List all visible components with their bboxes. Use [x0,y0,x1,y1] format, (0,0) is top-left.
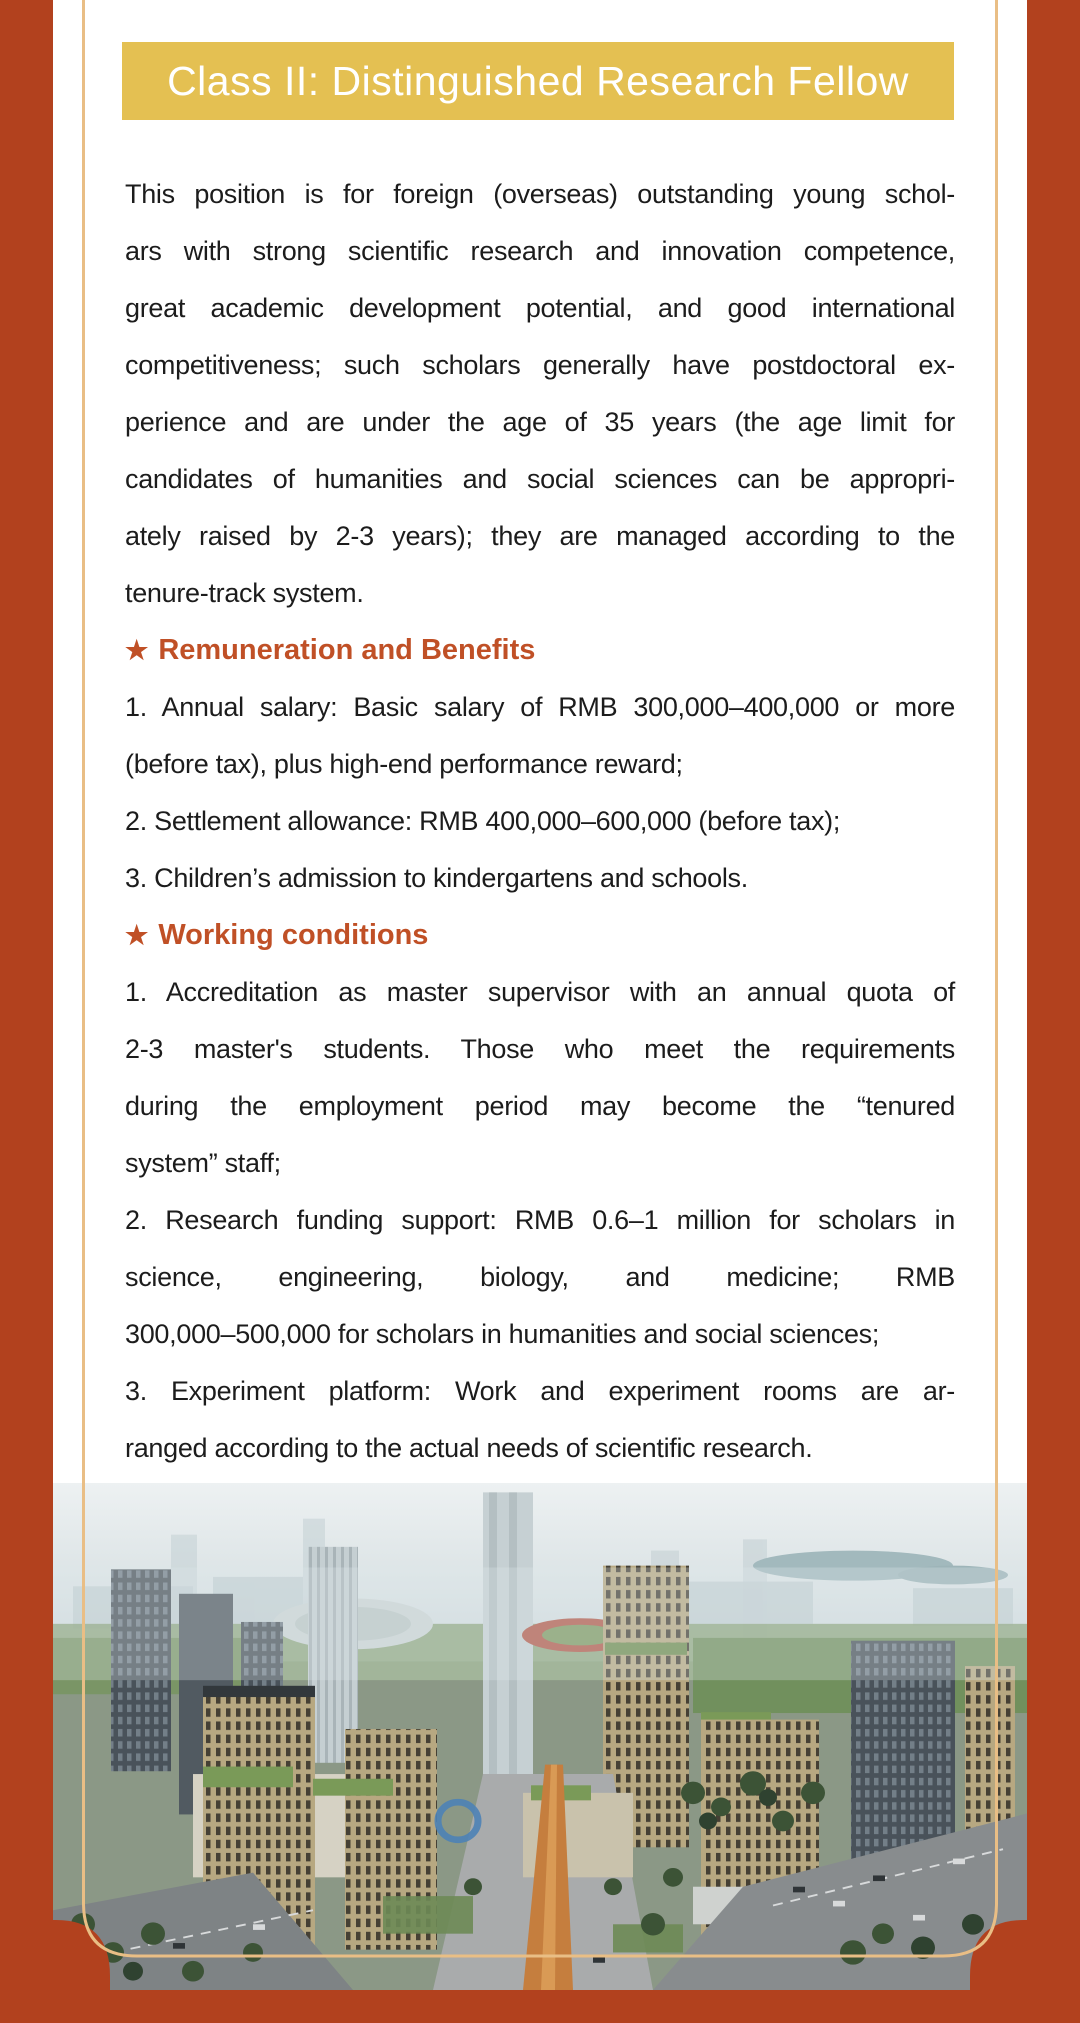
text-line: great academic development potential, and good international [125,293,955,323]
star-icon: ★ [125,920,149,950]
text-line: ars with strong scientific research and innovation competence, [125,236,955,266]
section-heading-label: Remuneration and Benefits [158,634,536,666]
banner-title: Class II: Distinguished Research Fellow [167,57,909,104]
text-line: ranged according to the actual needs of scientific research. [125,1433,813,1463]
text-line: 1. Accreditation as master supervisor with an annual quota of [125,977,955,1007]
text-line: science, engineering, biology, and medicine; RMB [125,1262,955,1292]
text-line: This position is for foreign (overseas) outstanding young schol- [125,179,955,209]
text-line: competitiveness; such scholars generally have postdoctoral ex- [125,350,955,380]
text-line: tenure-track system. [125,578,364,608]
text-line: candidates of humanities and social sciences can be appropri- [125,464,955,494]
text-line: 3. Children’s admission to kindergartens and schools. [125,863,748,893]
text-line: ately raised by 2-3 years); they are managed according to the [125,521,955,551]
text-line: 3. Experiment platform: Work and experiment rooms are ar- [125,1376,955,1406]
text-line: system” staff; [125,1148,281,1178]
text-line: 1. Annual salary: Basic salary of RMB 300,000–400,000 or more [125,692,955,722]
text-line: 2. Research funding support: RMB 0.6–1 million for scholars in [125,1205,955,1235]
text-line: (before tax), plus high-end performance reward; [125,749,683,779]
text-line: perience and are under the age of 35 years (the age limit for [125,407,955,437]
gold-line-right [995,0,998,1856]
title-banner [122,42,954,120]
star-icon: ★ [125,635,149,665]
section-heading [125,907,955,964]
section-heading-label: Working conditions [158,919,429,951]
campus-aerial-photo [53,1483,1027,1990]
text-line: 2-3 master's students. Those who meet the requirements [125,1034,955,1064]
content-lines [125,166,955,1477]
text-line: 300,000–500,000 for scholars in humanities and social sciences; [125,1319,880,1349]
campus-aerial-illustration [53,1483,1027,1990]
text-line: 2. Settlement allowance: RMB 400,000–600,000 (before tax); [125,806,841,836]
text-line: during the employment period may become the “tenured [125,1091,955,1121]
section-heading [125,622,955,679]
gold-line-left [82,0,85,1856]
